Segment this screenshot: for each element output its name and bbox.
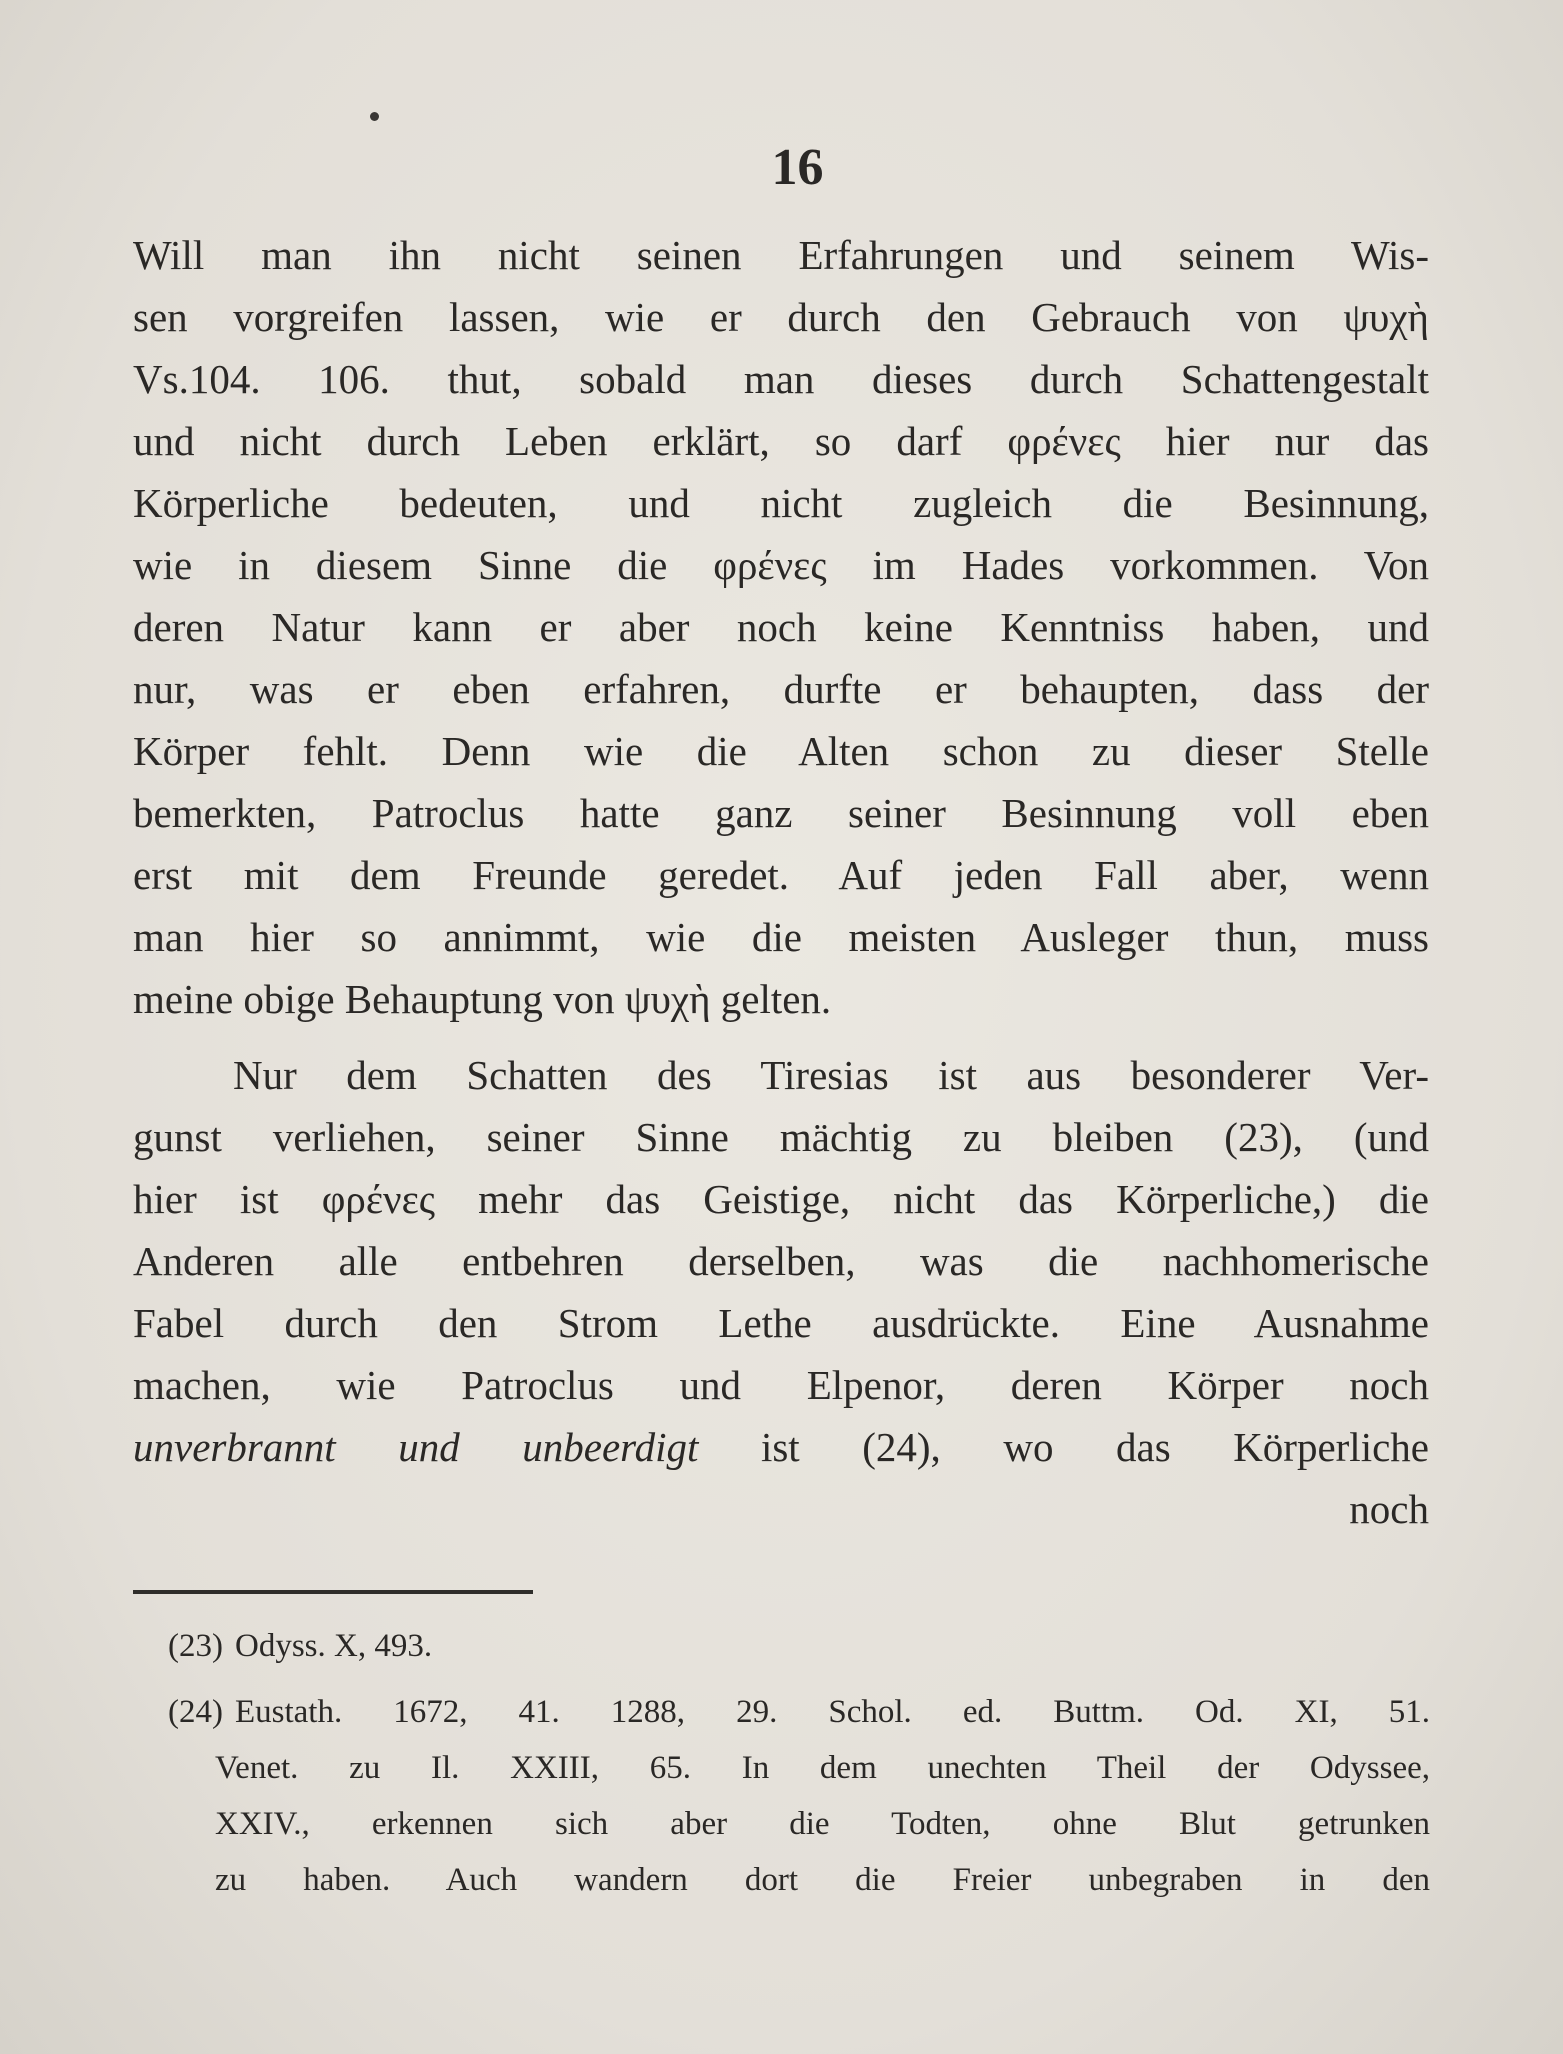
paragraph-1	[133, 224, 1429, 1030]
italic-phrase: unverbrannt und unbeerdigt	[133, 1424, 699, 1470]
text-line: Will man ihn nicht seinen Erfahrungen und seinem Wis-	[133, 232, 1429, 278]
catchword: noch	[1349, 1486, 1429, 1532]
paragraph-2	[133, 1044, 1429, 1540]
footnote-line: Venet. zu Il. XXIII, 65. In dem unechten Theil der Odyssee,	[215, 1750, 1430, 1786]
footnote-23	[168, 1618, 1430, 1674]
text-line-mixed	[133, 1416, 1429, 1478]
text-line: erst mit dem Freunde geredet. Auf jeden Fall aber, wenn	[133, 852, 1429, 898]
text-line: Fabel durch den Strom Lethe ausdrückte. Eine Ausnahme	[133, 1300, 1429, 1346]
footnote-text: Odyss. X, 493.	[234, 1628, 433, 1664]
text-line: Anderen alle entbehren derselben, was die nachhomerische	[133, 1238, 1429, 1284]
text-line: bemerkten, Patroclus hatte ganz seiner Besinnung voll eben	[133, 790, 1429, 836]
text-line: und nicht durch Leben erklärt, so darf φρένες hier nur das	[133, 418, 1429, 464]
footnotes	[168, 1618, 1430, 1918]
footnote-line: XXIV., erkennen sich aber die Todten, ohne Blut getrunken	[215, 1806, 1430, 1842]
text-segment: ist (24), wo das Körperliche	[760, 1424, 1429, 1470]
text-line: Körperliche bedeuten, und nicht zugleich die Besinnung,	[133, 480, 1429, 526]
text-line: Körper fehlt. Denn wie die Alten schon zu dieser Stelle	[133, 728, 1429, 774]
text-line: Nur dem Schatten des Tiresias ist aus besonderer Ver-	[233, 1052, 1429, 1098]
text-line: wie in diesem Sinne die φρένες im Hades vorkommen. Von	[133, 542, 1429, 588]
text-line: Vs.104. 106. thut, sobald man dieses durch Schattengestalt	[133, 356, 1429, 402]
print-speck	[370, 112, 379, 121]
text-line: hier ist φρένες mehr das Geistige, nicht das Körperliche,) die	[133, 1176, 1429, 1222]
footnote-text: Eustath. 1672, 41. 1288, 29. Schol. ed. Buttm. Od. XI, 51.	[234, 1694, 1430, 1730]
text-line: sen vorgreifen lassen, wie er durch den Gebrauch von ψυχὴ	[133, 294, 1429, 340]
text-line: man hier so annimmt, wie die meisten Ausleger thun, muss	[133, 914, 1429, 960]
footnote-label: (24)	[168, 1694, 223, 1730]
footnote-rule	[133, 1590, 533, 1594]
footnote-label: (23)	[168, 1628, 223, 1664]
footnote-line: zu haben. Auch wandern dort die Freier unbegraben in den	[215, 1862, 1430, 1898]
text-line: gunst verliehen, seiner Sinne mächtig zu bleiben (23), (und	[133, 1114, 1429, 1160]
footnote-line	[168, 1684, 1430, 1740]
text-line: deren Natur kann er aber noch keine Kenntniss haben, und	[133, 604, 1429, 650]
text-line: meine obige Behauptung von ψυχὴ gelten.	[133, 976, 832, 1022]
footnote-24	[168, 1684, 1430, 1908]
page-number: 16	[771, 139, 824, 196]
text-line: machen, wie Patroclus und Elpenor, deren Körper noch	[133, 1362, 1429, 1408]
body-text	[133, 224, 1429, 1540]
text-line: nur, was er eben erfahren, durfte er behaupten, dass der	[133, 666, 1429, 712]
